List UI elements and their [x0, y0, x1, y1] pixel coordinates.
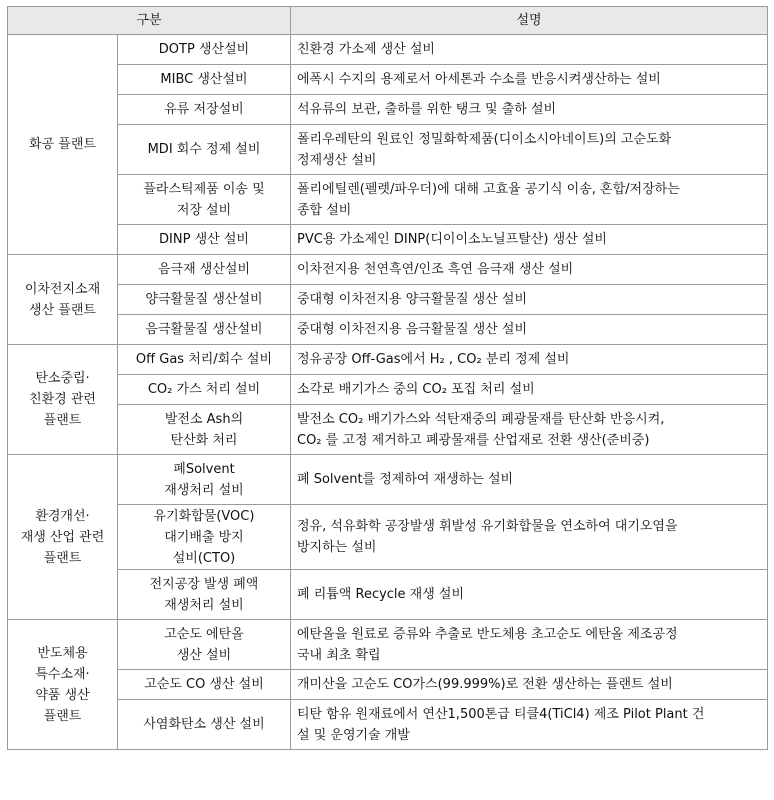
description-line: 폐 리튬액 Recycle 재생 설비	[297, 587, 465, 602]
header-category: 구분	[8, 7, 291, 35]
table-row	[8, 35, 768, 65]
plant-table	[7, 6, 768, 750]
item-cell	[118, 700, 291, 750]
description-cell	[291, 255, 768, 285]
table-row	[8, 405, 768, 455]
header-description: 설명	[291, 7, 768, 35]
description-cell	[291, 175, 768, 225]
item-line: 재생처리 설비	[164, 482, 244, 498]
description-line: CO₂ 를 고정 제거하고 폐광물재를 산업재로 전환 생산(준비중)	[297, 432, 650, 448]
description-line: 티탄 함유 원재료에서 연산1,500톤급 티클4(TiCl4) 제조 Pilot Plant 건	[297, 706, 705, 722]
item-line: 유기화합물(VOC)	[153, 508, 255, 524]
description-line: 폴리우레탄의 원료인 정밀화학제품(디이소시아네이트)의 고순도화	[297, 131, 672, 147]
item-line: 음극활물질 생산설비	[145, 322, 263, 337]
item-line: 저장 설비	[176, 202, 232, 218]
description-cell	[291, 125, 768, 175]
category-line: 플랜트	[43, 550, 82, 566]
category-line: 약품 생산	[35, 687, 90, 703]
item-cell	[118, 125, 291, 175]
description-line: 개미산을 고순도 CO가스(99.999%)로 전환 생산하는 플랜트 설비	[297, 677, 673, 692]
table-row	[8, 225, 768, 255]
item-cell	[118, 455, 291, 505]
table-body	[8, 35, 768, 750]
description-line: 정유공장 Off-Gas에서 H₂ , CO₂ 분리 정제 설비	[297, 352, 570, 367]
item-line: 발전소 Ash의	[164, 411, 244, 427]
item-cell	[118, 505, 291, 570]
category-line: 재생 산업 관련	[20, 529, 105, 545]
description-cell	[291, 285, 768, 315]
table-row	[8, 255, 768, 285]
description-line: 정제생산 설비	[297, 152, 377, 168]
item-cell	[118, 570, 291, 620]
item-line: 고순도 에탄올	[164, 626, 244, 642]
item-line: DINP 생산 설비	[159, 232, 249, 247]
description-line: 설 및 운영기술 개발	[297, 727, 410, 743]
table-row	[8, 455, 768, 505]
description-line: 중대형 이차전지용 양극활물질 생산 설비	[297, 292, 528, 307]
item-cell	[118, 620, 291, 670]
category-line: 화공 플랜트	[29, 137, 96, 152]
description-cell	[291, 315, 768, 345]
item-line: 생산 설비	[176, 647, 232, 663]
description-cell	[291, 95, 768, 125]
description-cell	[291, 375, 768, 405]
category-line: 탄소중립·	[35, 371, 90, 386]
category-cell	[8, 455, 118, 620]
description-line: 석유류의 보관, 출하를 위한 탱크 및 출하 설비	[297, 102, 557, 117]
description-line: 에탄올을 원료로 증류와 추출로 반도체용 초고순도 에탄올 제조공정	[297, 626, 678, 642]
description-cell	[291, 345, 768, 375]
description-line: 폴리에틸렌(펠렛/파우더)에 대해 고효율 공기식 이송, 혼합/저장하는	[297, 181, 680, 197]
description-cell	[291, 35, 768, 65]
category-line: 특수소재·	[35, 666, 90, 682]
category-cell	[8, 255, 118, 345]
item-cell	[118, 405, 291, 455]
table-row	[8, 65, 768, 95]
item-line: MIBC 생산설비	[160, 72, 248, 87]
item-line: 전지공장 발생 폐액	[149, 576, 259, 592]
item-cell	[118, 345, 291, 375]
table-row	[8, 620, 768, 670]
category-line: 생산 플랜트	[29, 302, 96, 318]
table-row	[8, 95, 768, 125]
item-line: 음극재 생산설비	[157, 262, 251, 277]
description-line: 중대형 이차전지용 음극활물질 생산 설비	[297, 322, 528, 337]
description-cell	[291, 700, 768, 750]
item-line: MDI 회수 정제 설비	[147, 142, 261, 157]
description-line: 발전소 CO₂ 배기가스와 석탄재중의 폐광물재를 탄산화 반응시켜,	[297, 411, 665, 427]
description-cell	[291, 65, 768, 95]
item-line: 폐Solvent	[173, 461, 235, 477]
description-cell	[291, 570, 768, 620]
item-line: 대기배출 방지	[164, 529, 244, 545]
category-cell	[8, 620, 118, 750]
description-line: 방지하는 설비	[297, 540, 377, 555]
item-cell	[118, 670, 291, 700]
description-cell	[291, 225, 768, 255]
table-row	[8, 125, 768, 175]
table-row	[8, 375, 768, 405]
item-cell	[118, 375, 291, 405]
description-cell	[291, 670, 768, 700]
description-line: 정유, 석유화학 공장발생 휘발성 유기화합물을 연소하여 대기오염을	[297, 519, 678, 534]
table-row	[8, 175, 768, 225]
category-line: 환경개선·	[35, 508, 90, 524]
description-line: 에폭시 수지의 용제로서 아세톤과 수소를 반응시켜생산하는 설비	[297, 72, 661, 87]
table-row	[8, 315, 768, 345]
item-cell	[118, 225, 291, 255]
item-cell	[118, 255, 291, 285]
description-line: 친환경 가소제 생산 설비	[297, 42, 435, 57]
item-cell	[118, 285, 291, 315]
description-line: 국내 최초 확립	[297, 647, 381, 663]
category-line: 반도체용	[37, 645, 88, 661]
description-line: 종합 설비	[297, 202, 352, 218]
table-row	[8, 700, 768, 750]
description-line: 폐 Solvent를 정제하여 재생하는 설비	[297, 472, 514, 487]
table-row	[8, 505, 768, 570]
item-cell	[118, 35, 291, 65]
table-row	[8, 670, 768, 700]
item-line: 고순도 CO 생산 설비	[144, 677, 264, 692]
item-line: DOTP 생산설비	[158, 42, 250, 57]
header-row	[8, 7, 768, 35]
item-line: 플라스틱제품 이송 및	[143, 181, 265, 197]
category-line: 이차전지소재	[24, 281, 101, 297]
description-cell	[291, 505, 768, 570]
category-line: 플랜트	[43, 413, 82, 428]
description-cell	[291, 455, 768, 505]
item-line: 양극활물질 생산설비	[145, 292, 263, 307]
description-line: 이차전지용 천연흑연/인조 흑연 음극재 생산 설비	[297, 262, 574, 277]
table-row	[8, 285, 768, 315]
table-row	[8, 570, 768, 620]
item-line: 탄산화 처리	[170, 432, 238, 448]
description-cell	[291, 620, 768, 670]
table-row	[8, 345, 768, 375]
item-line: CO₂ 가스 처리 설비	[147, 382, 261, 397]
description-cell	[291, 405, 768, 455]
category-cell	[8, 345, 118, 455]
item-line: 재생처리 설비	[164, 597, 244, 613]
item-line: 사염화탄소 생산 설비	[143, 717, 265, 732]
item-line: 유류 저장설비	[164, 102, 244, 117]
category-cell	[8, 35, 118, 255]
item-cell	[118, 315, 291, 345]
item-cell	[118, 95, 291, 125]
description-line: 소각로 배기가스 중의 CO₂ 포집 처리 설비	[297, 382, 535, 397]
item-line: Off Gas 처리/회수 설비	[135, 352, 273, 367]
description-line: PVC용 가소제인 DINP(디이이소노닐프탈산) 생산 설비	[297, 232, 607, 247]
item-cell	[118, 175, 291, 225]
item-line: 설비(CTO)	[172, 550, 236, 566]
category-line: 친환경 관련	[29, 392, 96, 407]
item-cell	[118, 65, 291, 95]
category-line: 플랜트	[43, 708, 82, 724]
